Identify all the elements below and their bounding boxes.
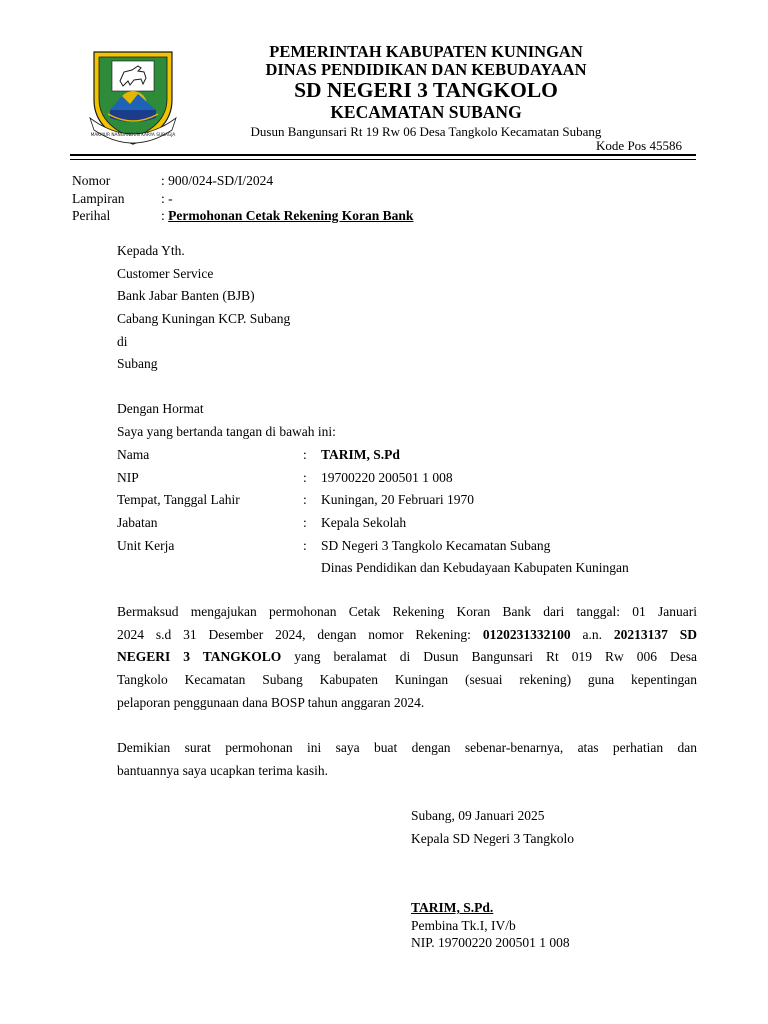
paragraph-text: yang beralamat di Dusun Bangunsari Rt 019 Rw 006 Desa: [281, 649, 697, 665]
letterhead-title: [196, 44, 656, 121]
meta-label-perihal: Perihal: [72, 208, 111, 223]
paragraph-line: Demikian surat permohonan ini saya buat dengan sebenar-benarnya, atas perhatian dan: [117, 740, 697, 755]
recipient-line: di: [117, 333, 128, 349]
identity-label: Nama: [117, 447, 150, 462]
signature-place-date: Subang, 09 Januari 2025: [411, 808, 545, 823]
meta-colon-perihal: :: [161, 208, 169, 223]
paragraph-line: Bermaksud mengajukan permohonan Cetak Rekening Koran Bank dari tanggal: 01 Januari: [117, 604, 697, 619]
identity-value-ttl: Kuningan, 20 Februari 1970: [321, 492, 474, 508]
greeting: Dengan Hormat: [117, 401, 204, 416]
letterhead-line-department: DINAS PENDIDIKAN DAN KEBUDAYAAN: [265, 59, 587, 79]
identity-row-nip: [117, 467, 629, 490]
identity-value-unit-continued: Dinas Pendidikan dan Kebudayaan Kabupaten Kuningan: [321, 560, 629, 576]
identity-row-ttl: [117, 489, 629, 512]
identity-value-jabatan: Kepala Sekolah: [321, 515, 407, 531]
letterhead-address: Dusun Bangunsari Rt 19 Rw 06 Desa Tangkolo Kecamatan Subang: [250, 124, 602, 139]
meta-row-perihal: [72, 207, 413, 225]
meta-value-nomor: : 900/024-SD/I/2024: [161, 173, 274, 188]
identity-row-jabatan: [117, 512, 629, 535]
identity-colon: :: [303, 537, 307, 553]
identity-label: Tempat, Tanggal Lahir: [117, 492, 240, 508]
recipient-line: Kepada Yth.: [117, 243, 185, 258]
letter-meta: [72, 172, 413, 225]
request-paragraph: [117, 601, 697, 715]
identity-value-nip: 19700220 200501 1 008: [321, 469, 453, 485]
letterhead-line-government: PEMERINTAH KABUPATEN KUNINGAN: [269, 42, 583, 61]
signature-header: [411, 805, 574, 850]
letterhead-line-district: KECAMATAN SUBANG: [330, 101, 522, 122]
meta-row-nomor: [72, 172, 413, 190]
identity-value-unit: SD Negeri 3 Tangkolo Kecamatan Subang: [321, 537, 551, 553]
identity-label: Jabatan: [117, 515, 158, 531]
signature-block: [411, 899, 570, 952]
paragraph-line: pelaporan penggunaan dana BOSP tahun anggaran 2024.: [117, 694, 425, 710]
recipient-line: Bank Jabar Banten (BJB): [117, 288, 255, 304]
identity-table: [117, 444, 629, 580]
account-name-part1: 20213137 SD: [613, 626, 697, 642]
identity-colon: :: [303, 447, 307, 462]
identity-colon: :: [303, 469, 307, 485]
identity-colon: :: [303, 515, 307, 531]
meta-label-nomor: Nomor: [72, 173, 111, 188]
opening-block: [117, 398, 697, 443]
paragraph-line: bantuannya saya ucapkan terima kasih.: [117, 762, 329, 778]
identity-label: NIP: [117, 469, 139, 485]
emblem-motto-text: MAKMUR NANGANDUN KARYA SUBAGJA: [90, 133, 176, 138]
closing-paragraph: [117, 737, 697, 782]
paragraph-text: a.n.: [570, 626, 614, 642]
letterhead-rule-thick: [70, 154, 696, 156]
meta-value-perihal: Permohonan Cetak Rekening Koran Bank: [168, 208, 414, 223]
meta-label-lampiran: Lampiran: [72, 190, 125, 206]
meta-value-lampiran: : -: [161, 190, 173, 206]
identity-value-nama: TARIM, S.Pd: [321, 447, 400, 462]
paragraph-text: 2024 s.d 31 Desember 2024, dengan nomor Rekening:: [117, 626, 483, 642]
signature-nip: NIP. 19700220 200501 1 008: [411, 935, 570, 950]
signature-position: Kepala SD Negeri 3 Tangkolo: [411, 830, 575, 846]
recipient-line: Cabang Kuningan KCP. Subang: [117, 311, 291, 327]
paragraph-line: Tangkolo Kecamatan Subang Kabupaten Kuningan (sesuai rekening) guna kepentingan: [117, 672, 697, 688]
paragraph-line: [117, 646, 697, 669]
paragraph-line: [117, 624, 697, 647]
letterhead-rule-thin: [70, 159, 696, 160]
account-number: 0120231332100: [482, 626, 571, 642]
signature-name: TARIM, S.Pd.: [411, 900, 494, 915]
letterhead-line-school: SD NEGERI 3 TANGKOLO: [294, 78, 558, 102]
identity-colon: :: [303, 492, 307, 508]
recipient-line: Subang: [117, 356, 158, 372]
signature-rank: Pembina Tk.I, IV/b: [411, 917, 516, 933]
recipient-block: [117, 240, 697, 376]
kuningan-regency-emblem: [88, 48, 178, 146]
meta-row-lampiran: [72, 190, 413, 208]
account-name-part2: NEGERI 3 TANGKOLO: [117, 649, 282, 665]
recipient-line: Customer Service: [117, 265, 214, 281]
identity-row-nama: [117, 444, 629, 467]
letterhead-postal-code: Kode Pos 45586: [596, 138, 682, 153]
identity-row-unit: [117, 535, 629, 558]
intro-sentence: Saya yang bertanda tangan di bawah ini:: [117, 423, 336, 439]
identity-label: Unit Kerja: [117, 537, 175, 553]
